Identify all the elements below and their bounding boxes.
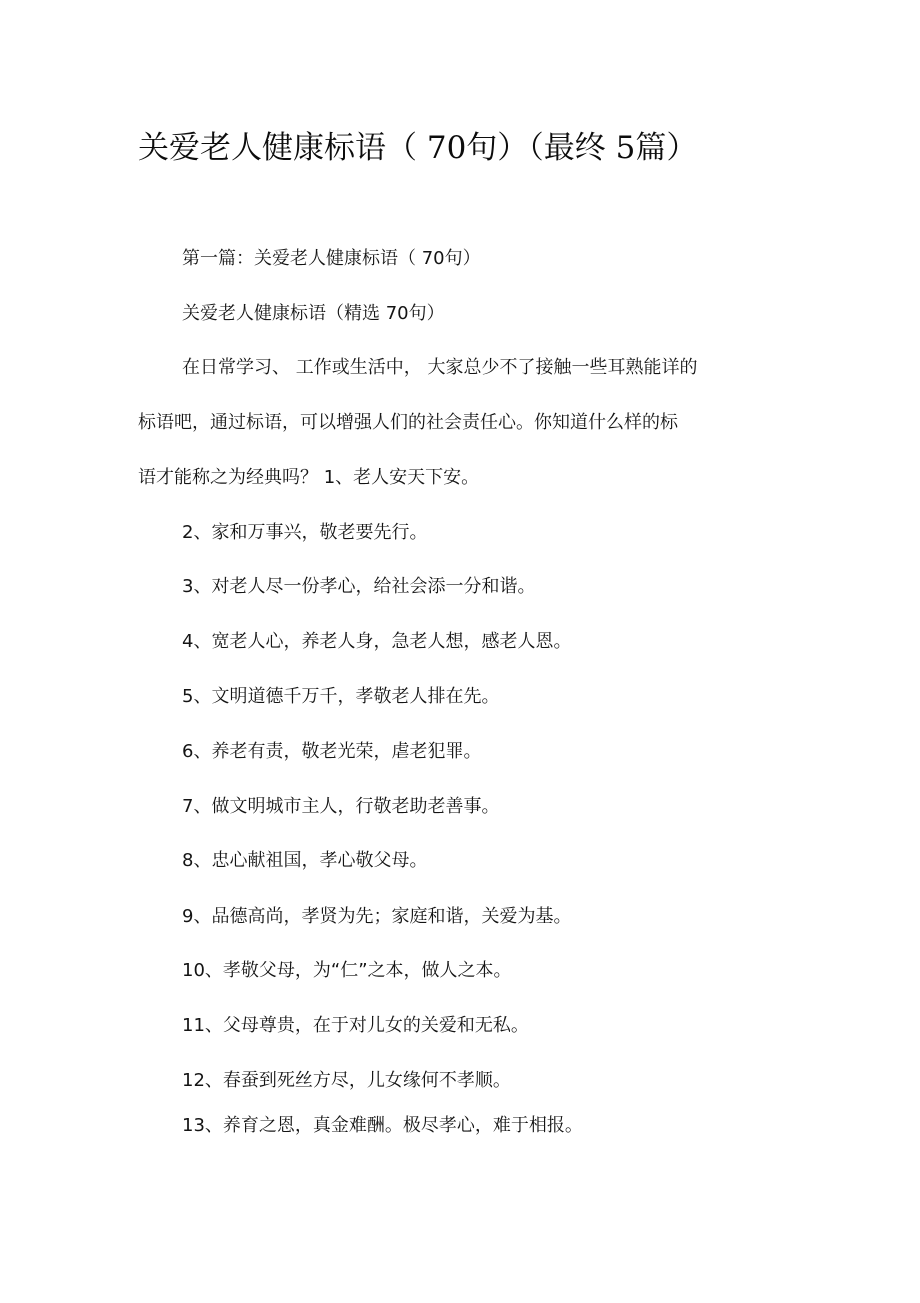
intro-line: 标语吧，通过标语，可以增强人们的社会责任心。你知道什么样的标 [138,412,678,433]
slogan-item: 9、品德高尚，孝贤为先；家庭和谐，关爱为基。 [182,906,572,927]
subheading: 关爱老人健康标语（精选 70句） [182,303,445,324]
slogan-item: 12、春蚕到死丝方尽，儿女缘何不孝顺。 [182,1070,511,1091]
intro-line: 在日常学习、 工作或生活中， 大家总少不了接触一些耳熟能详的 [182,357,698,378]
document-title: 关爱老人健康标语（ 70句）（最终 5篇） [138,130,698,166]
slogan-item: 6、养老有责，敬老光荣，虐老犯罪。 [182,741,482,762]
slogan-item: 5、文明道德千万千，孝敬老人排在先。 [182,686,500,707]
section-heading: 第一篇：关爱老人健康标语（ 70句） [182,248,481,269]
slogan-item: 11、父母尊贵，在于对儿女的关爱和无私。 [182,1015,529,1036]
intro-line: 语才能称之为经典吗？ 1、老人安天下安。 [138,467,480,488]
slogan-item: 8、忠心献祖国，孝心敬父母。 [182,850,428,871]
slogan-item: 13、养育之恩，真金难酬。极尽孝心，难于相报。 [182,1115,583,1136]
slogan-item: 4、宽老人心，养老人身，急老人想，感老人恩。 [182,631,572,652]
slogan-item: 2、家和万事兴，敬老要先行。 [182,522,428,543]
slogan-item: 3、对老人尽一份孝心，给社会添一分和谐。 [182,576,536,597]
slogan-item: 7、做文明城市主人，行敬老助老善事。 [182,796,500,817]
slogan-item: 10、孝敬父母，为“仁”之本，做人之本。 [182,960,512,981]
